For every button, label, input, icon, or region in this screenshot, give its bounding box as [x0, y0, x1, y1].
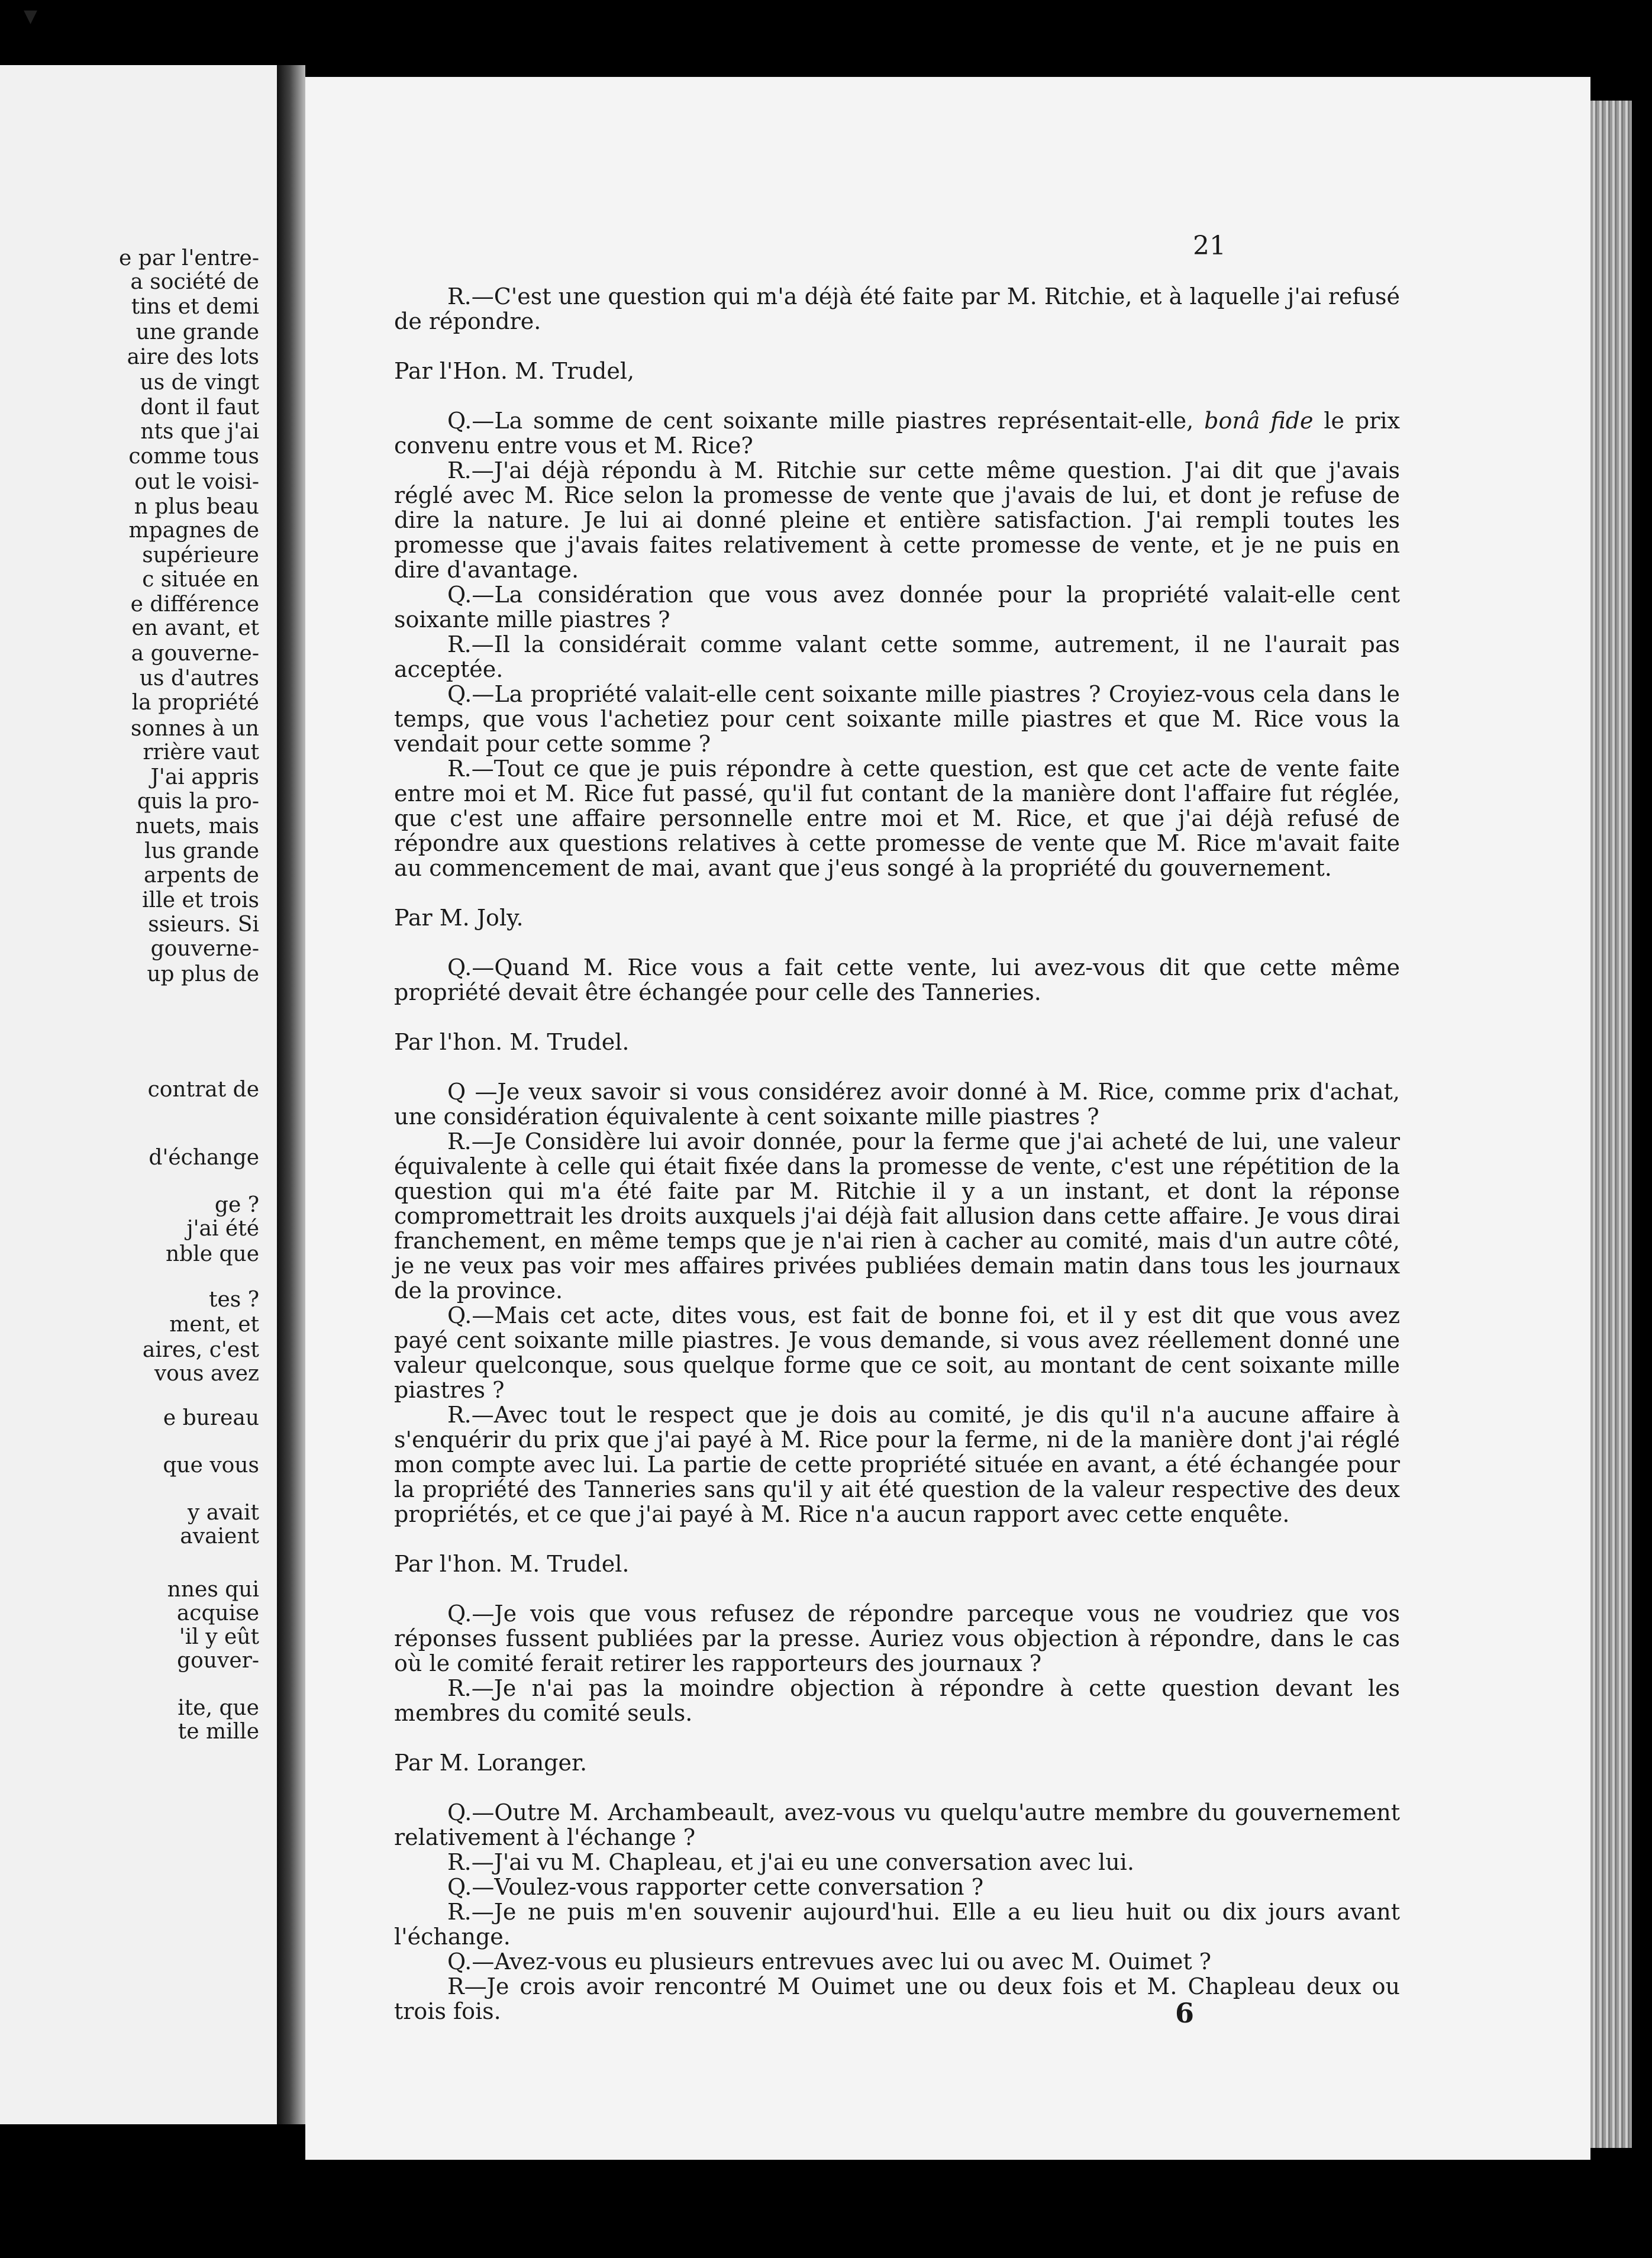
left-page-line: nts que j'ai [140, 420, 259, 444]
left-page-line: a gouverne- [131, 641, 259, 666]
speaker-heading: Par l'hon. M. Trudel. [394, 1551, 630, 1577]
testimony-paragraph: R—Je crois avoir rencontré M Ouimet une ou deux fois et M. Chapleau deux ou trois fois. [394, 1973, 1400, 2024]
testimony-paragraph: R.—Je n'ai pas la moindre objection à répondre à cette question devant les membres du comité seuls. [394, 1675, 1400, 1726]
left-page-line: e bureau [163, 1406, 259, 1430]
book-gutter [277, 65, 305, 2124]
left-page-line: ssieurs. Si [148, 912, 259, 937]
left-page-line: up plus de [147, 962, 259, 986]
testimony-paragraph: R.—Je Considère lui avoir donnée, pour la ferme que j'ai acheté de lui, une valeur équivalente à celle qui était fixée dans la promesse de vente, c'est une répétition de la question qui m'a été faite par M. Ritchie il y a un instant, et dont la réponse compromettrait les droits auxquels j'ai déjà fait allusion dans cette affaire. Je vous dirai franchement, en même temps que je n'ai rien à cacher au comité, mais d'un autre côté, je ne veux pas voir mes affaires privées publiées demain matin dans tous les journaux de la province. [394, 1128, 1400, 1304]
testimony-paragraph: Q.—Voulez-vous rapporter cette conversation ? [447, 1874, 984, 1900]
left-page-line: a société de [130, 270, 259, 294]
left-page-line: aire des lots [127, 345, 259, 369]
left-page-line: acquise [176, 1601, 259, 1625]
left-page-line: ge ? [214, 1193, 259, 1217]
testimony-paragraph: Q.—Mais cet acte, dites vous, est fait de bonne foi, et il y est dit que vous avez payé cent soixante mille piastres. Je vous demande, si vous avez réellement donné une valeur quelconque, sous quelque forme que ce soit, au montant de cent soixante mille piastres ? [394, 1302, 1400, 1403]
corner-mark-icon: ▼ [24, 6, 38, 27]
left-page-line: contrat de [147, 1078, 259, 1102]
paragraph-text: le prix convenu entre vous et M. Rice? [394, 408, 1401, 459]
left-page-line: mpagnes de [128, 518, 259, 543]
testimony-paragraph: Q —Je veux savoir si vous considérez avoir donné à M. Rice, comme prix d'achat, une considération équivalente à cent soixante mille piastres ? [394, 1079, 1400, 1130]
left-page-line: tins et demi [131, 295, 259, 319]
left-page-line: j'ai été [186, 1217, 259, 1241]
testimony-paragraph: Q.—La propriété valait-elle cent soixante mille piastres ? Croyiez-vous cela dans le temps, que vous l'achetiez pour cent soixante mille piastres et que M. Rice vous la vendait pour cette somme ? [394, 681, 1400, 757]
left-page-line: arpents de [144, 863, 259, 888]
left-page-line: 'il y eût [179, 1625, 259, 1649]
testimony-paragraph: Q.—Outre M. Archambeault, avez-vous vu quelqu'autre membre du gouvernement relativement à l'échange ? [394, 1799, 1400, 1850]
testimony-paragraph: Q.—Avez-vous eu plusieurs entrevues avec lui ou avec M. Ouimet ? [447, 1949, 1212, 1975]
left-page-line: rrière vaut [143, 740, 259, 765]
left-page-line: te mille [178, 1720, 259, 1744]
left-page-line: comme tous [128, 444, 259, 469]
left-page-line: us d'autres [139, 666, 259, 691]
facing-page-left [0, 65, 277, 2124]
testimony-paragraph [394, 408, 1400, 458]
testimony-paragraph: R.—J'ai vu M. Chapleau, et j'ai eu une conversation avec lui. [447, 1849, 1134, 1875]
left-page-line: aires, c'est [142, 1338, 259, 1362]
left-page-line: nnes qui [167, 1578, 259, 1602]
left-page-line: la propriété [131, 691, 259, 715]
left-page-line: vous avez [154, 1362, 259, 1386]
document-page [305, 77, 1590, 2160]
left-page-line: que vous [163, 1453, 259, 1478]
page-stack-edge [1590, 101, 1632, 2148]
left-page-line: J'ai appris [150, 765, 259, 789]
left-page-line: y avait [187, 1501, 259, 1525]
testimony-paragraph: R.—Avec tout le respect que je dois au comité, je dis qu'il n'a aucune affaire à s'enquérir du prix que j'ai payé à M. Rice pour la ferme, ni de la manière dont j'ai réglé mon compte avec lui. La partie de cette propriété située en avant, a été échangée pour la propriété des Tanneries sans qu'il y ait été question de la valeur respective des deux propriétés, et ce que j'ai payé à M. Rice n'a aucun rapport avec cette enquête. [394, 1402, 1400, 1527]
signature-mark: 6 [1175, 1997, 1195, 2029]
left-page-line: c située en [142, 567, 259, 592]
page-body [394, 284, 1400, 2024]
left-page-line: gouverne- [150, 937, 259, 961]
testimony-paragraph: R.—Je ne puis m'en souvenir aujourd'hui. Elle a eu lieu huit ou dix jours avant l'échange. [394, 1899, 1400, 1950]
testimony-paragraph: R.—C'est une question qui m'a déjà été faite par M. Ritchie, et à laquelle j'ai refusé de répondre. [394, 283, 1400, 334]
testimony-paragraph: R.—J'ai déjà répondu à M. Ritchie sur cette même question. J'ai dit que j'avais réglé avec M. Rice selon la promesse de vente que j'avais de lui, et dont je refuse de dire la nature. Je lui ai donné pleine et entière satisfaction. J'ai rempli toutes les promesse que j'avais faites relativement à cette promesse de vente, et je ne puis en dire d'avantage. [394, 457, 1400, 583]
left-page-line: d'échange [149, 1146, 259, 1170]
testimony-paragraph: R.—Il la considérait comme valant cette somme, autrement, il ne l'aurait pas acceptée. [394, 631, 1400, 682]
left-page-line: quis la pro- [137, 789, 259, 814]
left-page-line: ite, que [178, 1696, 259, 1720]
emphasis-text: bonâ fide [1204, 408, 1314, 434]
testimony-paragraph: Q.—La considération que vous avez donnée pour la propriété valait-elle cent soixante mille piastres ? [394, 582, 1400, 633]
left-page-line: e par l'entre- [119, 246, 259, 270]
speaker-heading: Par l'hon. M. Trudel. [394, 1029, 630, 1055]
left-page-line: en avant, et [131, 616, 259, 640]
left-page-line: nuets, mais [135, 814, 259, 838]
testimony-paragraph: Q.—Quand M. Rice vous a fait cette vente, lui avez-vous dit que cette même propriété devait être échangée pour celle des Tanneries. [394, 954, 1400, 1005]
testimony-paragraph: Q.—Je vois que vous refusez de répondre parceque vous ne voudriez que vos réponses fussent publiées par la presse. Auriez vous objection à répondre, dans le cas où le comité ferait retirer les rapporteurs des journaux ? [394, 1601, 1400, 1676]
speaker-heading: Par l'Hon. M. Trudel, [394, 358, 635, 384]
left-page-line: ille et trois [142, 888, 259, 912]
left-page-line: supérieure [142, 543, 259, 567]
left-page-line: sonnes à un [130, 717, 259, 741]
left-page-line: lus grande [144, 839, 259, 863]
left-page-line: nble que [165, 1242, 259, 1266]
speaker-heading: Par M. Loranger. [394, 1750, 588, 1776]
left-page-line: gouver- [177, 1649, 259, 1673]
page-number: 21 [1193, 231, 1226, 261]
left-page-line: us de vingt [140, 370, 259, 395]
left-page-line: avaient [180, 1524, 259, 1549]
paragraph-text: Q.—La somme de cent soixante mille piastres représentait-elle, [447, 408, 1205, 434]
left-page-line: e différence [130, 592, 259, 617]
testimony-paragraph: R.—Tout ce que je puis répondre à cette question, est que cet acte de vente faite entre moi et M. Rice fut passé, qu'il fut contant de la manière dont l'affaire fut réglée, que c'est une affaire personnelle entre moi et M. Rice, et que j'ai déjà refusé de répondre aux questions relatives à cette promesse de vente que M. Rice m'avait faite au commencement de mai, avant que j'eus songé à la propriété du gouvernement. [394, 756, 1400, 881]
left-page-line: ment, et [169, 1312, 259, 1337]
left-page-line: out le voisi- [134, 470, 259, 494]
left-page-line: une grande [135, 320, 259, 344]
left-page-line: n plus beau [134, 495, 259, 519]
speaker-heading: Par M. Joly. [394, 905, 524, 931]
left-page-line: tes ? [209, 1288, 259, 1312]
left-page-line: dont il faut [140, 395, 259, 420]
